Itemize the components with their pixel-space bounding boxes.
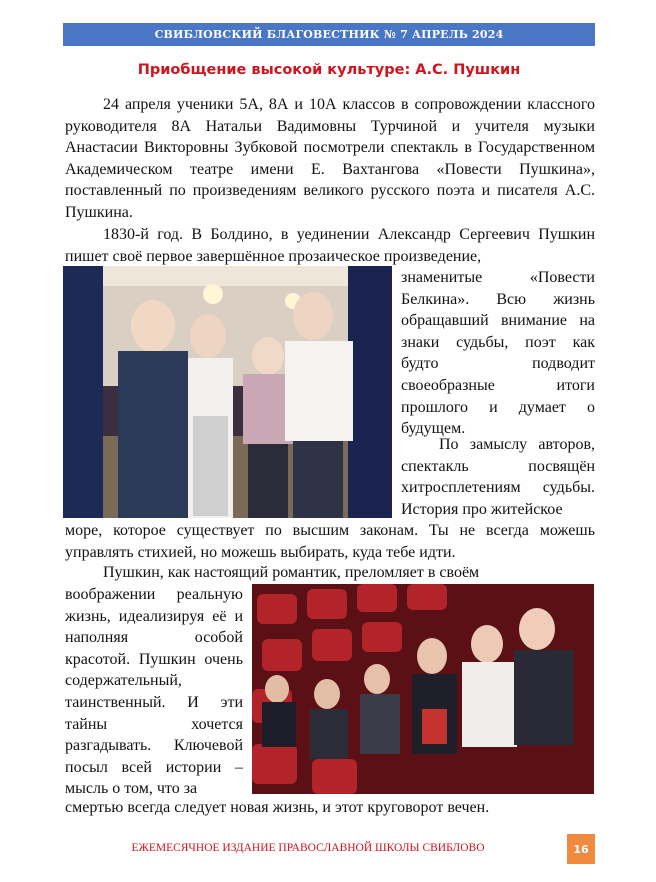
- paragraph-boldino: 1830-й год. В Болдино, в уединении Александр Сергеевич Пушкин пишет своё первое завершённое прозаическое произведение,: [65, 226, 595, 265]
- article-title: Приобщение высокой культуре: А.С. Пушкин: [137, 62, 521, 78]
- paragraph-concept: По замыслу авторов, спектакль посвящён хитросплетениям судьбы. История про житейское: [401, 436, 595, 518]
- page-number-badge: [567, 834, 595, 864]
- group-photo-theatre-foyer: [63, 266, 392, 518]
- paragraph-belkin: знаменитые «Повести Белкина». Всю жизнь обращавший внимание на знаки судьбы, поэт как будто подводит своеобразные итоги прошлого и думает о будущем.: [401, 269, 595, 438]
- paragraph-concept-continued: море, которое существует по высшим законам. Ты не всегда можешь управлять стихией, но можешь выбирать, куда тебе идти.: [65, 522, 595, 561]
- group-photo-auditorium: [252, 584, 594, 794]
- footer-publication-name: ЕЖЕМЕСЯЧНОЕ ИЗДАНИЕ ПРАВОСЛАВНОЙ ШКОЛЫ СВИБЛОВО: [131, 842, 485, 854]
- paragraph-romantic: Пушкин, как настоящий романтик, преломляет в своём: [103, 564, 480, 581]
- paragraph-intro: 24 апреля ученики 5А, 8А и 10А классов в сопровождении классного руководителя 8А Натальи Вадимовны Турчиной и учителя музыки Анастасии Викторовны Зубковой посмотрели спектакль в Государственном Академическом театре имени Е. Вахтангова «Повести Пушкина», поставленный по произведениям великого русского поэта и писателя А.С. Пушкина.: [65, 96, 595, 221]
- page-number: 16: [573, 842, 589, 856]
- newsletter-header: [63, 23, 595, 46]
- paragraph-conclusion: смертью всегда следует новая жизнь, и этот круговорот вечен.: [65, 799, 490, 816]
- newsletter-title: СВИБЛОВСКИЙ БЛАГОВЕСТНИК № 7 АПРЕЛЬ 2024: [154, 28, 504, 41]
- paragraph-romantic-continued: воображении реальную жизнь, идеализируя её и наполняя особой красотой. Пушкин очень содержательный, таинственный. И эти тайны хочется разгадывать. Ключевой посыл всей истории – мысль о том, что за: [65, 586, 243, 798]
